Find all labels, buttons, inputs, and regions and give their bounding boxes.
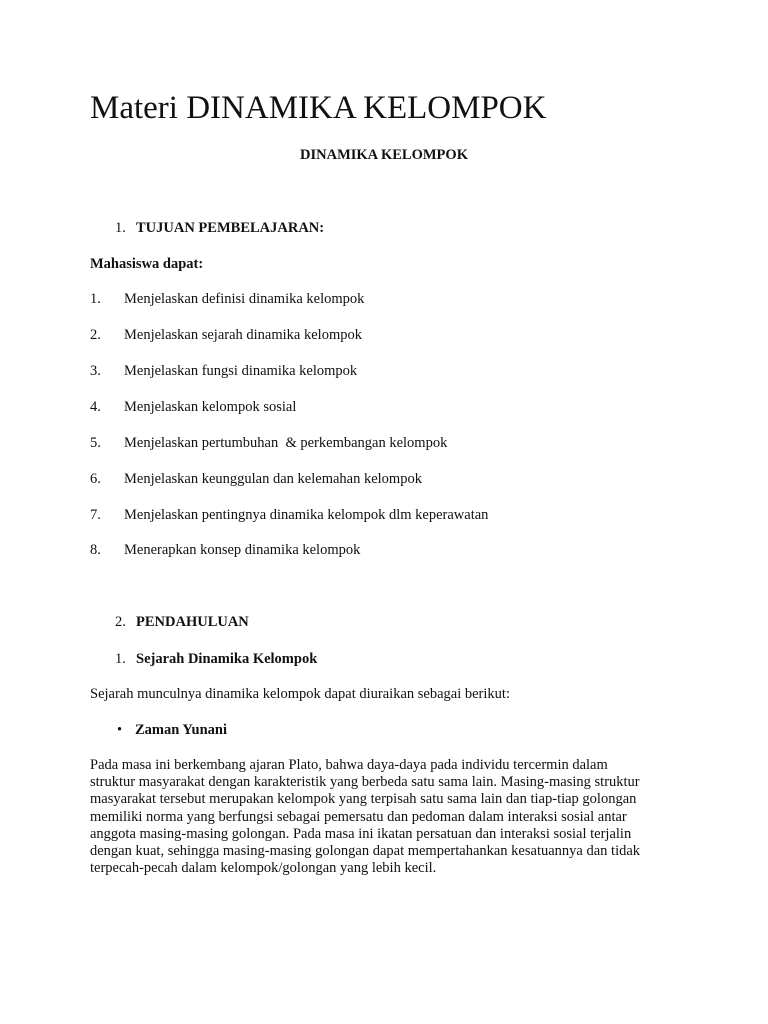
document-title: Materi DINAMIKA KELOMPOK <box>90 90 547 126</box>
objective-item <box>90 542 360 559</box>
objective-item <box>90 327 362 344</box>
objective-number: 2. <box>90 327 101 343</box>
subsection-number: 1. <box>115 651 126 667</box>
paragraph-line: masyarakat tersebut merupakan kelompok yang terpisah satu sama lain dan tiap-tiap golongan <box>90 791 637 808</box>
bullet-icon: • <box>117 722 123 738</box>
paragraph-line: memiliki norma yang berfungsi sebagai pemersatu dan pedoman dalam interaksi sosial antar <box>90 808 627 825</box>
objective-text: Menjelaskan pertumbuhan & perkembangan kelompok <box>124 435 448 451</box>
objective-number: 4. <box>90 399 101 415</box>
bullet-zaman-yunani <box>117 722 227 739</box>
objective-text: Menjelaskan sejarah dinamika kelompok <box>124 327 362 343</box>
paragraph-line: anggota masing-masing golongan. Pada masa ini ikatan persatuan dan interaksi sosial terjalin <box>90 825 632 842</box>
objective-item <box>90 363 357 380</box>
objectives-intro: Mahasiswa dapat: <box>90 256 204 272</box>
objective-number: 8. <box>90 542 101 558</box>
paragraph-line: struktur masyarakat dengan karakteristik yang berbeda satu sama lain. Masing-masing struktur <box>90 774 640 791</box>
section-heading-pendahuluan <box>115 614 249 631</box>
objective-number: 7. <box>90 507 101 523</box>
zaman-yunani-paragraph <box>90 757 690 877</box>
objective-text: Menjelaskan definisi dinamika kelompok <box>124 291 365 307</box>
section-number: 1. <box>115 220 126 236</box>
objective-item <box>90 291 364 308</box>
objective-text: Menjelaskan keunggulan dan kelemahan kelompok <box>124 471 422 487</box>
section-title: PENDAHULUAN <box>136 614 249 630</box>
bullet-heading: Zaman Yunani <box>135 722 228 738</box>
objective-text: Menerapkan konsep dinamika kelompok <box>124 542 361 558</box>
objective-number: 3. <box>90 363 101 379</box>
history-intro: Sejarah munculnya dinamika kelompok dapat diuraikan sebagai berikut: <box>90 686 510 702</box>
section-title: TUJUAN PEMBELAJARAN: <box>136 220 325 236</box>
paragraph-line: Pada masa ini berkembang ajaran Plato, bahwa daya-daya pada individu tercermin dalam <box>90 757 608 773</box>
objective-item <box>90 507 488 524</box>
subsection-heading-sejarah <box>115 651 317 668</box>
objective-item <box>90 399 296 416</box>
objective-text: Menjelaskan pentingnya dinamika kelompok dlm keperawatan <box>124 507 489 523</box>
objective-text: Menjelaskan kelompok sosial <box>124 399 297 415</box>
document-subtitle: DINAMIKA KELOMPOK <box>300 147 468 163</box>
objective-number: 5. <box>90 435 101 451</box>
section-heading-tujuan <box>115 220 324 237</box>
subsection-title: Sejarah Dinamika Kelompok <box>136 651 318 667</box>
objective-number: 1. <box>90 291 101 307</box>
section-number: 2. <box>115 614 126 630</box>
objective-item <box>90 471 422 488</box>
objective-number: 6. <box>90 471 101 487</box>
paragraph-line: terpecah-pecah dalam kelompok/golongan yang lebih kecil. <box>90 860 437 877</box>
objective-item <box>90 435 447 452</box>
paragraph-line: dengan kuat, sehingga masing-masing golongan dapat mempertahankan kesatuannya dan tidak <box>90 843 641 860</box>
objective-text: Menjelaskan fungsi dinamika kelompok <box>124 363 358 379</box>
